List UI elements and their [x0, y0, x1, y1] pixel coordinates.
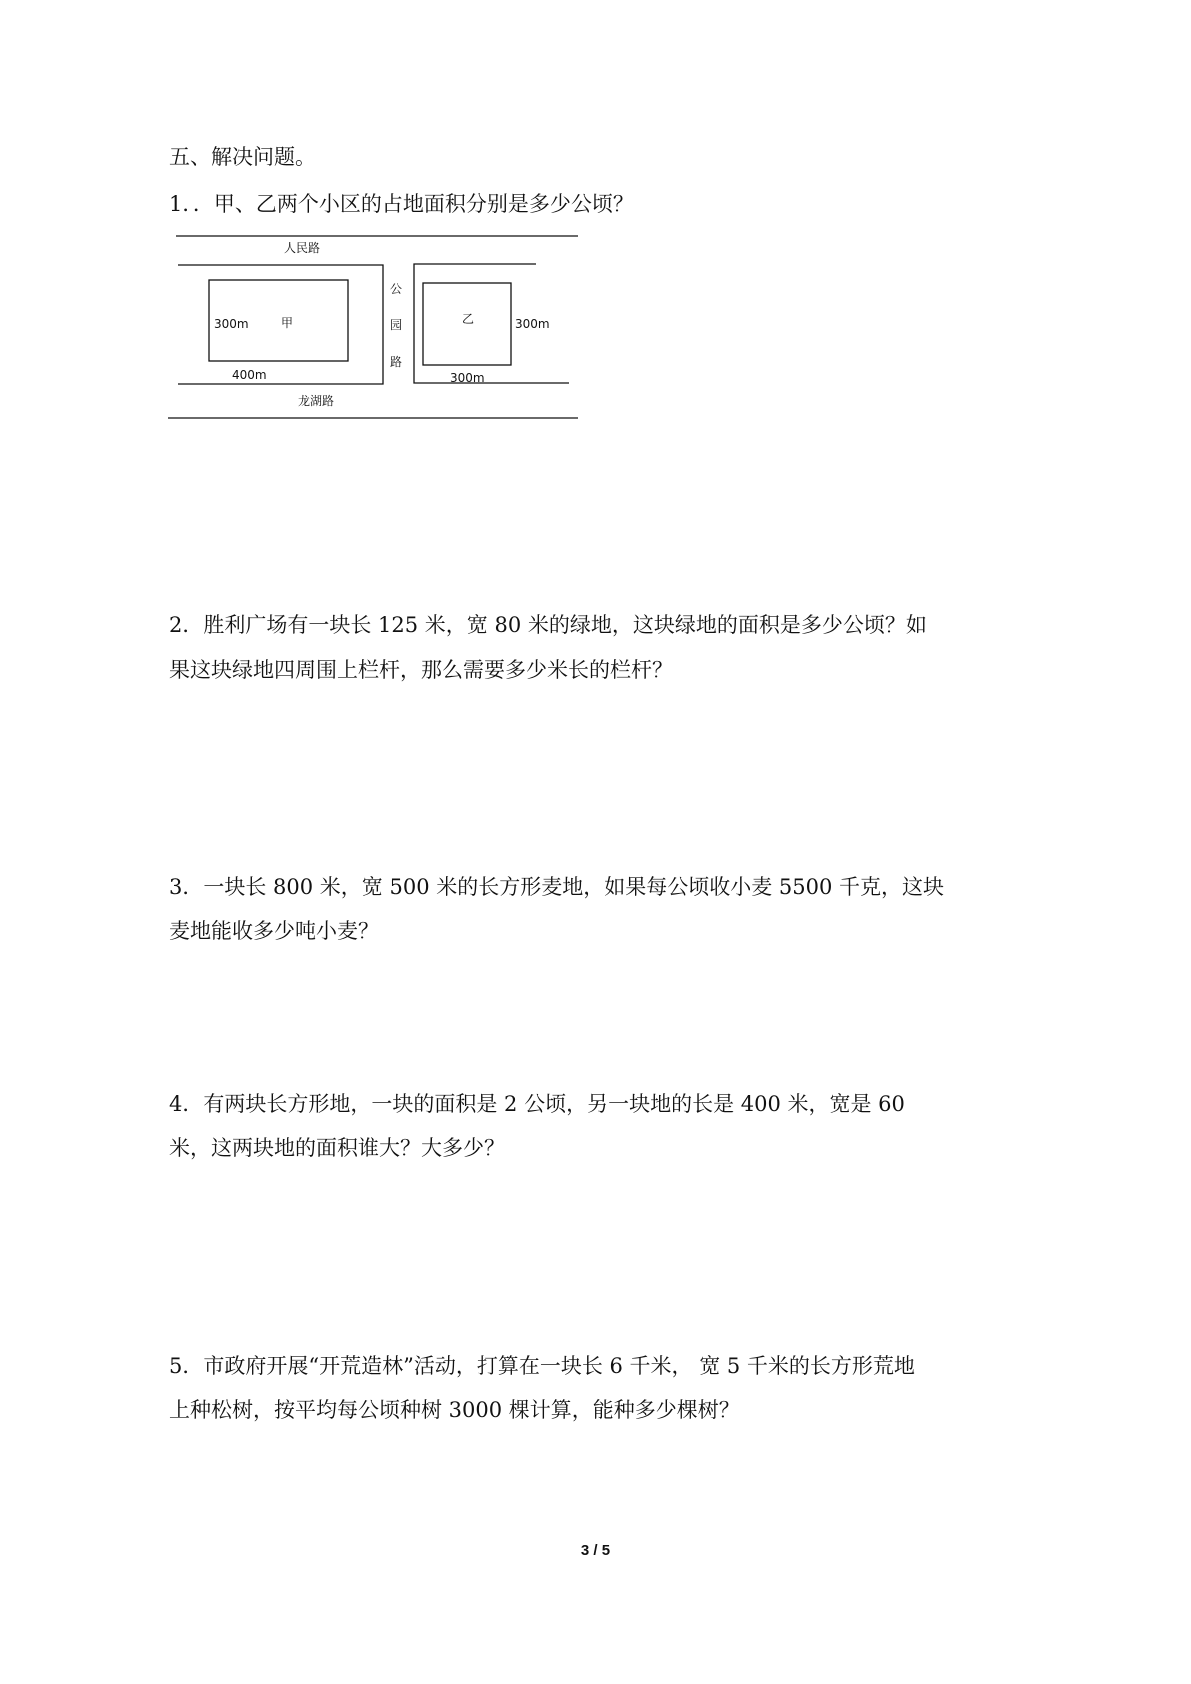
plot-a-bottom-label: 400m	[232, 368, 267, 382]
problem-3-line-2: 麦地能收多少吨小麦？	[169, 919, 379, 943]
plot-a-name: 甲	[281, 316, 294, 330]
problem-2-line-1: 2．胜利广场有一块长 125 米，宽 80 米的绿地，这块绿地的面积是多少公顷？如	[169, 613, 927, 637]
plot-b-bottom-label: 300m	[450, 371, 485, 385]
plot-a-side-label: 300m	[214, 317, 249, 331]
problem-4-line-1: 4．有两块长方形地，一块的面积是 2 公顷，另一块地的长是 400 米，宽是 60	[169, 1092, 905, 1116]
page-number: 3 / 5	[580, 1542, 611, 1559]
section-title: 五、解决问题。	[169, 145, 316, 169]
road-bottom-label: 龙湖路	[298, 394, 335, 408]
problem-1-line-1: 1．．甲、乙两个小区的占地面积分别是多少公顷？	[169, 192, 634, 216]
problem-2-line-2: 果这块绿地四周围上栏杆，那么需要多少米长的栏杆？	[169, 658, 673, 682]
map-diagram	[166, 228, 586, 428]
problem-3-line-1: 3．一块长 800 米，宽 500 米的长方形麦地，如果每公顷收小麦 5500 千克，这块	[169, 875, 945, 899]
problem-5-line-2: 上种松树，按平均每公顷种树 3000 棵计算，能种多少棵树？	[169, 1398, 740, 1422]
problem-5-line-1: 5．市政府开展“开荒造林”活动，打算在一块长 6 千米， 宽 5 千米的长方形荒地	[169, 1354, 915, 1378]
plot-b-name: 乙	[462, 312, 475, 326]
road-middle-char-3: 路	[390, 355, 403, 369]
road-top-label: 人民路	[284, 241, 321, 255]
road-middle-char-1: 公	[390, 282, 403, 296]
problem-4-line-2: 米，这两块地的面积谁大？大多少？	[169, 1136, 505, 1160]
road-middle-char-2: 园	[390, 318, 403, 332]
plot-b-side-label: 300m	[515, 317, 550, 331]
